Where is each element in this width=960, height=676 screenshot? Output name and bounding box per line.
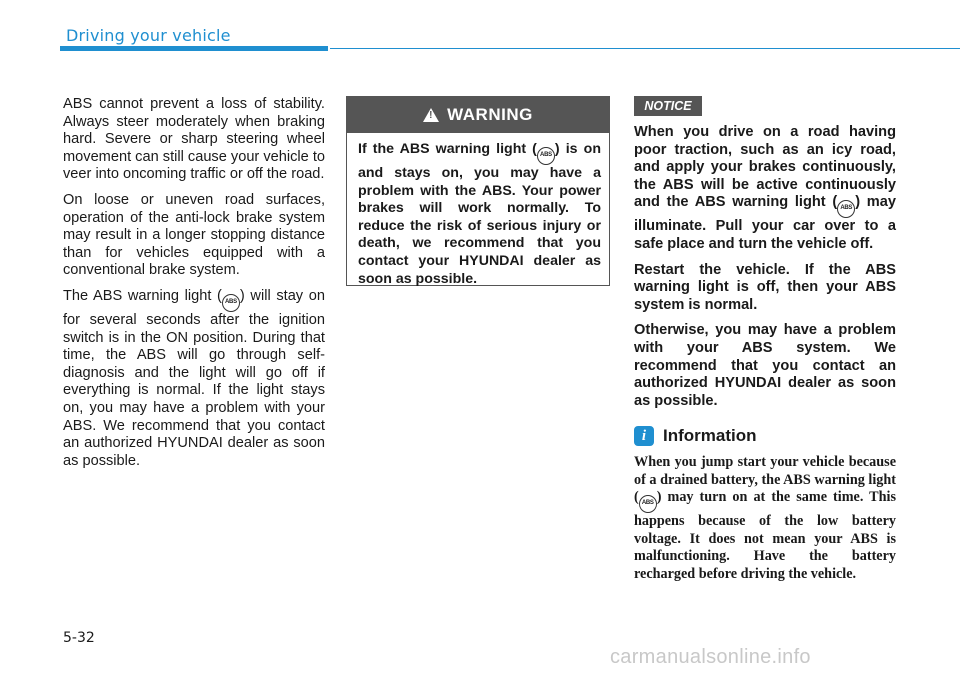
paragraph-loose-roads: On loose or uneven road surfaces, operation of the anti-lock brake system may result in a longer stopping distance than for vehicles equipped with a conventional brake system. (63, 191, 325, 279)
paragraph-stability: ABS cannot prevent a loss of stability. Always steer moderately when braking hard. Severe or sharp steering wheel movement can still cause your vehicle to veer into oncoming traffic or off the road. (63, 96, 325, 183)
abs-warning-icon: ABS (837, 200, 855, 218)
information-text: When you jump start your vehicle because of a drained battery, the ABS warning light ( ABS ) may turn on at the same time. This happens because of the low battery voltage. It does not mean your ABS is malfunctioning. Have the battery recharged before driving the vehicle. (634, 454, 896, 582)
header-rule-thin (330, 48, 960, 49)
notice-badge: NOTICE (634, 96, 702, 116)
notice-paragraph-restart: Restart the vehicle. If the ABS warning light is off, then your ABS system is normal. (634, 261, 896, 313)
warning-body (347, 133, 609, 288)
section-title: Driving your vehicle (66, 26, 231, 45)
abs-warning-icon: ABS (222, 294, 240, 312)
page-number: 5-32 (63, 630, 95, 646)
warning-text: If the ABS warning light ( ABS ) is on and stays on, you may have a problem with the ABS. Your power brakes will work normally. To reduce the risk of serious injury or death, we recommend that you contact your HYUNDAI dealer as soon as possible. (358, 141, 602, 287)
left-column (63, 96, 325, 478)
information-icon: i (634, 426, 654, 446)
abs-warning-icon: ABS (639, 495, 657, 513)
warning-title: WARNING (447, 105, 533, 124)
information-body (634, 454, 896, 584)
watermark: carmanualsonline.info (610, 646, 811, 668)
header-rule-thick (60, 46, 328, 51)
warning-box (346, 96, 610, 286)
warning-header (347, 97, 609, 133)
notice-column (634, 124, 896, 418)
information-header (634, 426, 757, 446)
notice-paragraph-traction: When you drive on a road having poor traction, such as an icy road, and apply your brakes continuously, the ABS will be active continuously and the ABS warning light ( ABS ) may illuminate. Pull your car over to a safe place and turn the vehicle off. (634, 124, 897, 252)
information-title: Information (663, 426, 757, 445)
abs-warning-icon: ABS (537, 147, 555, 165)
paragraph-abs-light: The ABS warning light ( ABS ) will stay on for several seconds after the ignition switch is in the ON position. During that time, the ABS will go through self-diagnosis and the light will go off if everything is normal. If the light stays on, you may have a problem with your ABS. We recommend that you contact an authorized HYUNDAI dealer as soon as possible. (63, 287, 325, 469)
warning-triangle-icon (423, 108, 439, 122)
notice-paragraph-otherwise: Otherwise, you may have a problem with your ABS system. We recommend that you contact an authorized HYUNDAI dealer as soon as possible. (634, 322, 896, 409)
